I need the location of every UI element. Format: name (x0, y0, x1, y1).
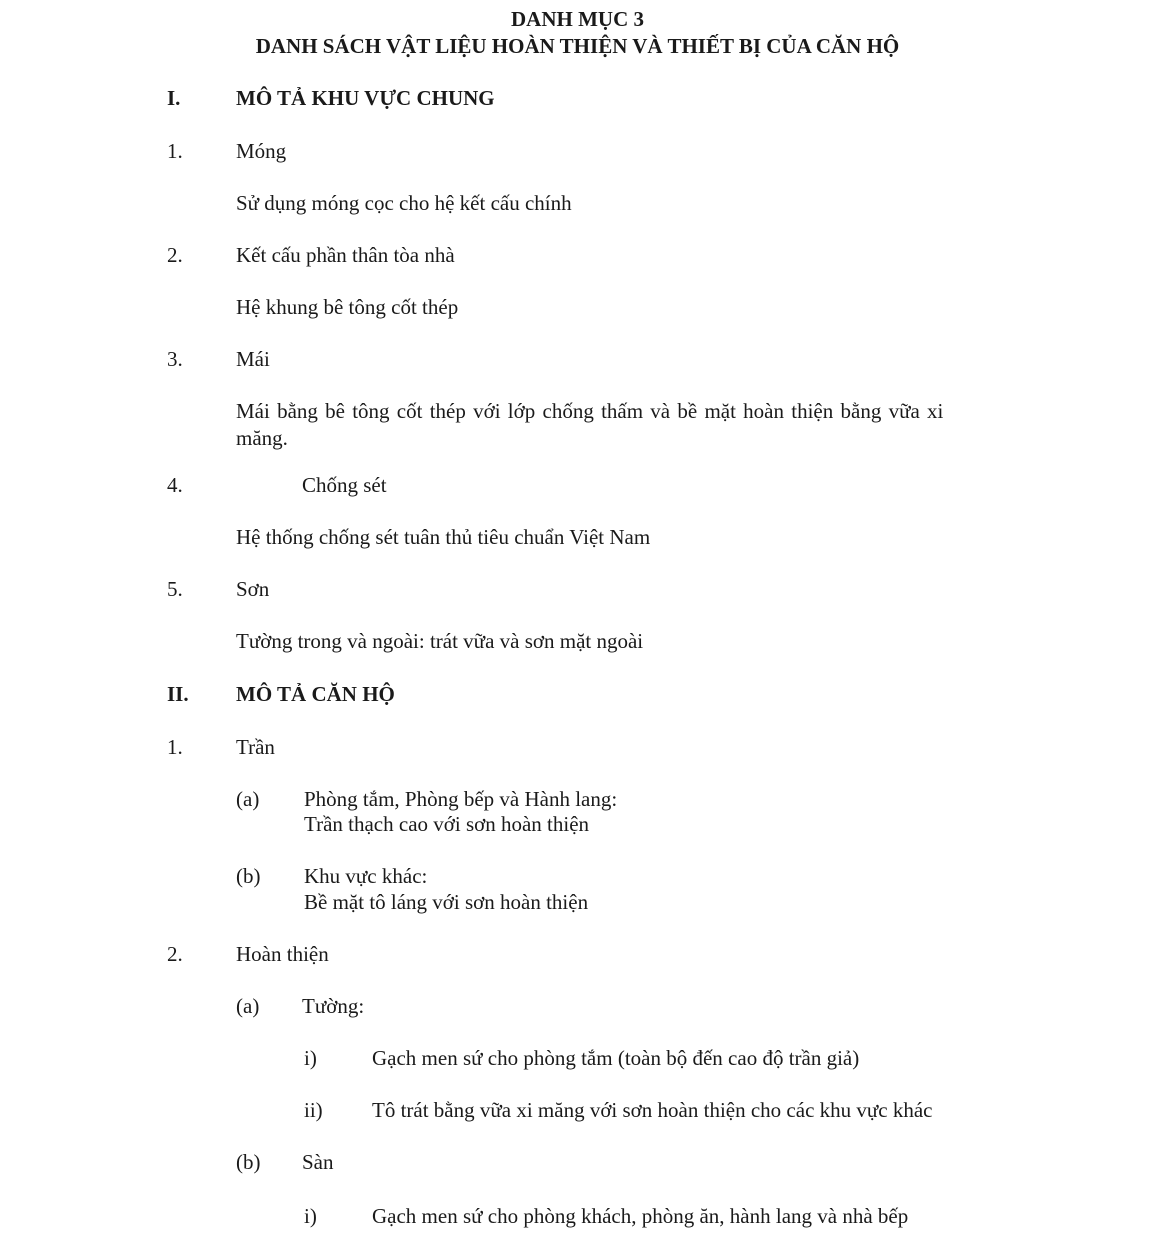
s2-item1-number: 1. (167, 735, 183, 759)
s2-item1-sub-b-label: (b) (236, 864, 261, 888)
section1-heading: MÔ TẢ KHU VỰC CHUNG (236, 86, 495, 110)
document-title-line1: DANH MỤC 3 (511, 7, 644, 31)
s2-item2-sub-a-point2-label: ii) (304, 1098, 323, 1122)
s2-item2-sub-a-point1-label: i) (304, 1046, 317, 1070)
s2-item2-sub-a-point1-text: Gạch men sứ cho phòng tắm (toàn bộ đến cao độ trần giả) (372, 1046, 860, 1070)
s2-item2-sub-a-title: Tường: (302, 994, 365, 1018)
s2-item1-sub-a-line1: Phòng tắm, Phòng bếp và Hành lang: (304, 787, 618, 811)
s1-item5-title: Sơn (236, 577, 270, 601)
s1-item3-title: Mái (236, 347, 270, 371)
section1-number: I. (167, 86, 181, 110)
document-title-line2: DANH SÁCH VẬT LIỆU HOÀN THIỆN VÀ THIẾT BỊ CỦA CĂN HỘ (255, 34, 900, 58)
s1-item1-number: 1. (167, 139, 183, 163)
s2-item2-sub-b-point1-text: Gạch men sứ cho phòng khách, phòng ăn, hành lang và nhà bếp (372, 1204, 909, 1228)
s1-item3-desc-line1: Mái bằng bê tông cốt thép với lớp chống thấm và bề mặt hoàn thiện bằng vữa xi (236, 399, 944, 423)
s2-item2-number: 2. (167, 942, 183, 966)
s1-item4-title: Chống sét (302, 473, 387, 497)
s1-item5-desc: Tường trong và ngoài: trát vữa và sơn mặt ngoài (236, 629, 644, 653)
s1-item3-number: 3. (167, 347, 183, 371)
s1-item4-number: 4. (167, 473, 183, 497)
s2-item2-sub-b-label: (b) (236, 1150, 261, 1174)
s2-item2-sub-a-label: (a) (236, 994, 260, 1018)
s2-item2-sub-a-point2-text: Tô trát bằng vữa xi măng với sơn hoàn thiện cho các khu vực khác (372, 1098, 933, 1122)
s1-item1-title: Móng (236, 139, 287, 163)
s1-item2-title: Kết cấu phần thân tòa nhà (236, 243, 455, 267)
section2-number: II. (167, 682, 189, 706)
s1-item2-desc: Hệ khung bê tông cốt thép (236, 295, 459, 319)
s1-item5-number: 5. (167, 577, 183, 601)
s2-item2-sub-b-point1-label: i) (304, 1204, 317, 1228)
s1-item2-number: 2. (167, 243, 183, 267)
s2-item2-title: Hoàn thiện (236, 942, 329, 966)
s2-item1-sub-a-label: (a) (236, 787, 260, 811)
s2-item1-sub-b-line2: Bề mặt tô láng với sơn hoàn thiện (304, 890, 589, 914)
s1-item1-desc: Sử dụng móng cọc cho hệ kết cấu chính (236, 191, 572, 215)
s2-item1-sub-a-line2: Trần thạch cao với sơn hoàn thiện (304, 812, 590, 836)
s1-item4-desc: Hệ thống chống sét tuân thủ tiêu chuẩn Việt Nam (236, 525, 651, 549)
s2-item1-sub-b-line1: Khu vực khác: (304, 864, 428, 888)
s2-item2-sub-b-title: Sàn (302, 1150, 334, 1174)
s1-item3-desc-line2: măng. (236, 426, 288, 450)
section2-heading: MÔ TẢ CĂN HỘ (236, 682, 395, 706)
s2-item1-title: Trần (236, 735, 275, 759)
